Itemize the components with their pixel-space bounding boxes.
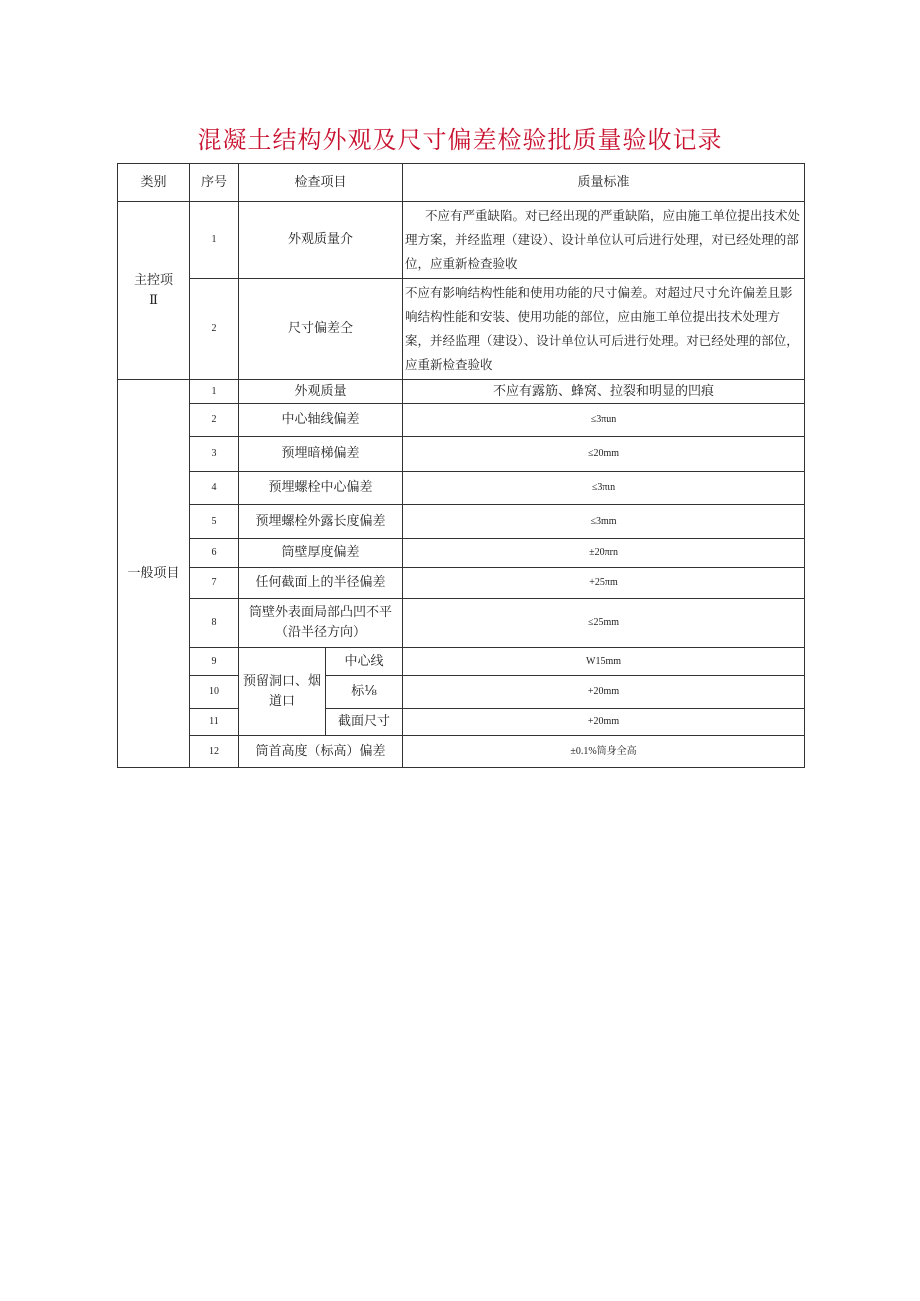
row-seq: 9 <box>190 648 239 676</box>
header-standard: 质量标准 <box>403 164 805 202</box>
row-seq: 3 <box>190 437 239 472</box>
row-seq: 5 <box>190 505 239 539</box>
row-standard: ±0.1%筒身全高 <box>403 736 805 768</box>
table-row <box>118 279 805 380</box>
category-main-control-mark: Ⅱ <box>149 292 158 308</box>
row-item: 筒壁厚度偏差 <box>239 539 403 568</box>
row-item: 中心轴线偏差 <box>239 404 403 437</box>
category-main-control <box>118 202 190 380</box>
row-item: 尺寸偏差仝 <box>239 279 403 380</box>
row-item: 预埋螺栓中心偏差 <box>239 472 403 505</box>
header-item: 检查项目 <box>239 164 403 202</box>
table-row <box>118 648 805 676</box>
row-item: 筒壁外表面局部凸凹不平（沿半径方向） <box>239 599 403 648</box>
row-seq: 12 <box>190 736 239 768</box>
row-item: 外观质量 <box>239 380 403 404</box>
row-sub-item: 标⅛ <box>326 676 403 709</box>
row-sub-item: 截面尺寸 <box>326 709 403 736</box>
row-seq: 4 <box>190 472 239 505</box>
row-standard: +25πm <box>403 568 805 599</box>
table-row <box>118 404 805 437</box>
row-standard: ±20πrn <box>403 539 805 568</box>
table-row <box>118 709 805 736</box>
row-seq: 11 <box>190 709 239 736</box>
row-item: 预埋暗梯偏差 <box>239 437 403 472</box>
row-standard: ≤20mm <box>403 437 805 472</box>
table-row <box>118 568 805 599</box>
row-standard: ≤3πun <box>403 404 805 437</box>
table-header-row <box>118 164 805 202</box>
row-seq: 1 <box>190 202 239 279</box>
row-item: 筒首高度（标高）偏差 <box>239 736 403 768</box>
row-standard: W15mm <box>403 648 805 676</box>
header-category: 类别 <box>118 164 190 202</box>
row-seq: 2 <box>190 404 239 437</box>
category-main-control-label: 主控项 <box>133 272 173 288</box>
row-standard: ≤3mm <box>403 505 805 539</box>
inspection-record-table <box>117 163 805 768</box>
row-standard: ≤25mm <box>403 599 805 648</box>
table-row <box>118 736 805 768</box>
row-standard: 不应有影响结构性能和使用功能的尺寸偏差。对超过尺寸允许偏差且影响结构性能和安装、使用功能的部位，应由施工单位提出技术处理方案，并经监理（建设）、设计单位认可后进行处理。对已经处理的部位，应重新检查验收 <box>403 279 805 380</box>
row-standard: ≤3πιn <box>403 472 805 505</box>
row-item: 任何截面上的半径偏差 <box>239 568 403 599</box>
table-row <box>118 202 805 279</box>
row-sub-item: 中心线 <box>326 648 403 676</box>
row-item: 外观质量介 <box>239 202 403 279</box>
opening-group-label: 预留洞口、烟道口 <box>239 648 326 736</box>
row-seq: 8 <box>190 599 239 648</box>
table-row <box>118 505 805 539</box>
row-item: 预埋螺栓外露长度偏差 <box>239 505 403 539</box>
row-standard <box>403 202 805 279</box>
row-standard: +20mm <box>403 709 805 736</box>
page-title: 混凝土结构外观及尺寸偏差检验批质量验收记录 <box>197 126 723 154</box>
table-row <box>118 676 805 709</box>
row-standard: 不应有露筋、蜂窝、拉裂和明显的凹痕 <box>403 380 805 404</box>
table-row <box>118 472 805 505</box>
row-standard-text: 不应有严重缺陷。对已经出现的严重缺陷，应由施工单位提出技术处理方案，并经监理（建设）、设计单位认可后进行处理，对已经处理的部位，应重新检查验收 <box>405 208 801 271</box>
category-general: 一般项目 <box>118 380 190 768</box>
row-seq: 2 <box>190 279 239 380</box>
table-row <box>118 380 805 404</box>
table-row <box>118 539 805 568</box>
row-seq: 1 <box>190 380 239 404</box>
table-row <box>118 437 805 472</box>
header-seq: 序号 <box>190 164 239 202</box>
table-row <box>118 599 805 648</box>
row-seq: 10 <box>190 676 239 709</box>
row-seq: 7 <box>190 568 239 599</box>
row-seq: 6 <box>190 539 239 568</box>
row-standard: +20mm <box>403 676 805 709</box>
